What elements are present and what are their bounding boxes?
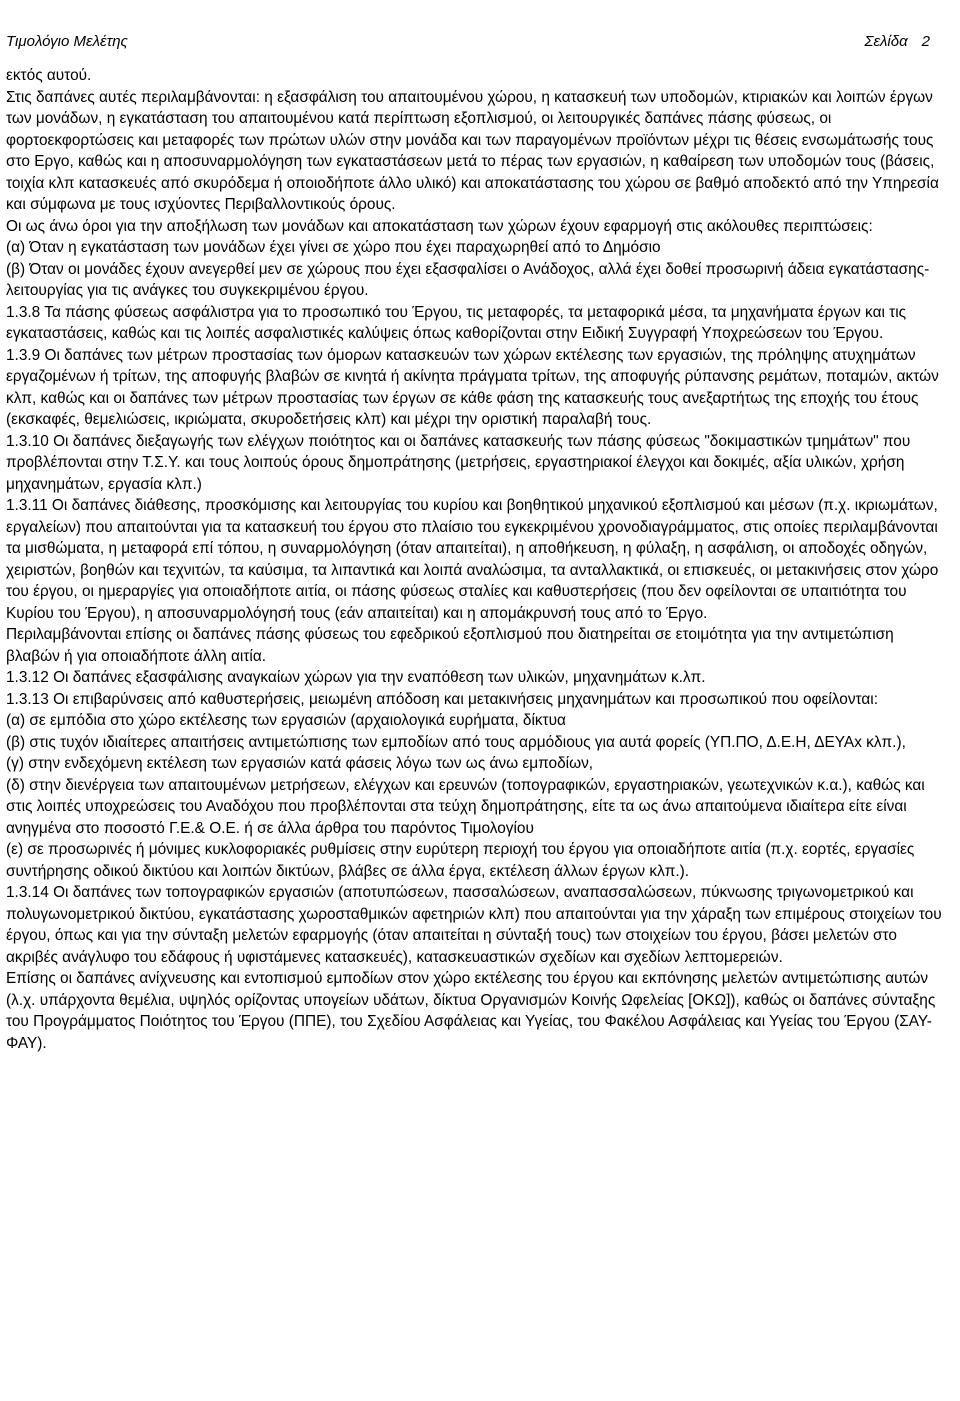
paragraph: (α) Όταν η εγκατάσταση των μονάδων έχει γίνει σε χώρο που έχει παραχωρηθεί από το Δημόσιο <box>6 239 661 256</box>
paragraph: 1.3.9 Οι δαπάνες των μέτρων προστασίας των όμορων κατασκευών των χώρων εκτέλεσης των εργασιών, της πρόληψης ατυχημάτων εργαζομένων ή τρίτων, της αποφυγής βλαβών σε κινητά ή ακίνητα πράγματα τρίτων, της αποφυγής ρύπανσης ρεμάτων, ποταμών, ακτών κλπ, καθώς και οι δαπάνες των μέτρων προστασίας των έργων σε κάθε φάση της κατασκευής τους ανεξαρτήτως της εποχής του έτους (εκσκαφές, θεμελιώσεις, ικριώματα, σκυροδετήσεις κλπ) και μέχρι την οριστική παραλαβή τους. <box>6 346 939 428</box>
paragraph: (ε) σε προσωρινές ή μόνιμες κυκλοφοριακές ρυθμίσεις στην ευρύτερη περιοχή του έργου για οποιαδήποτε αιτία (π.χ. εορτές, εργασίες συντήρησης οδικού δικτύου και λοιπών δικτύων, βλάβες σε άλλα έργα, εκτέλεση άλλων έργων κλπ.). <box>6 841 915 880</box>
page-header <box>6 32 946 52</box>
paragraph: (β) στις τυχόν ιδιαίτερες απαιτήσεις αντιμετώπισης των εμποδίων από τους αρμόδιους για αυτά φορείς (ΥΠ.ΠΟ, Δ.Ε.Η, ΔΕΥΑx κλπ.), <box>6 733 906 751</box>
paragraph: 1.3.8 Τα πάσης φύσεως ασφάλιστρα για το προσωπικό του Έργου, τις μεταφορές, τα μεταφορικά μέσα, τα μηχανήματα έργων και τις εγκαταστάσεις, καθώς και τις λοιπές ασφαλιστικές καλύψεις όπως καθορίζονται στην Ειδική Συγγραφή Υποχρεώσεων του Έργου. <box>6 303 907 342</box>
paragraph: 1.3.11 Οι δαπάνες διάθεσης, προσκόμισης και λειτουργίας του κυρίου και βοηθητικού μηχανικού εξοπλισμού και μέσων (π.χ. ικριωμάτων, εργαλείων) που απαιτούνται για τα κατασκευή του έργου στο πλαίσιο του εγκεκριμένου χρονοδιαγράμματος, στις οποίες περιλαμβάνονται τα μισθώματα, η μεταφορά επί τόπου, η συναρμολόγηση (όταν απαιτείται), η αποθήκευση, η φύλαξη, η ασφάλιση, οι αποδοχές οδηγών, χειριστών, βοηθών και τεχνιτών, τα καύσιμα, τα λιπαντικά και λοιπά αναλώσιμα, τα ανταλλακτικά, οι επισκευές, οι μετακινήσεις στον χώρο του έργου, οι ημεραργίες για οποιαδήποτε αιτία, οι πάσης φύσεως σταλίες και καθυστερήσεις (που δεν οφείλονται σε υπαιτιότητα του Κυρίου του Έργου), η αποσυναρμολόγησή τους (εάν απαιτείται) και η απομάκρυνσή τους από το Έργο. <box>6 497 939 622</box>
page-indicator <box>864 32 930 52</box>
paragraph: 1.3.14 Οι δαπάνες των τοπογραφικών εργασιών (αποτυπώσεων, πασσαλώσεων, αναπασσαλώσεων, πύκνωσης τριγωνομετρικού και πολυγωνομετρικού δικτύου, εγκατάστασης χωροσταθμικών αφετηριών κλπ) που απαιτούνται για την χάραξη των επιμέρους στοιχείων του έργου, όπως και για την σύνταξη μελετών εφαρμογής (όταν απαιτείται η σύνταξή τους) των στοιχείων του έργου, βάσει μελετών στο ακριβές ανάγλυφο του εδάφους ή υφιστάμενες κατασκευές), κατασκευαστικών σχεδίων και σχεδίων λεπτομερειών. <box>6 884 942 966</box>
paragraph: (α) σε εμπόδια στο χώρο εκτέλεσης των εργασιών (αρχαιολογικά ευρήματα, δίκτυα <box>6 712 566 729</box>
paragraph: Περιλαμβάνονται επίσης οι δαπάνες πάσης φύσεως του εφεδρικού εξοπλισμού που διατηρείται σε ετοιμότητα για την αντιμετώπιση βλαβών ή για οποιαδήποτε άλλη αιτία. <box>6 626 894 665</box>
paragraph: 1.3.13 Οι επιβαρύνσεις από καθυστερήσεις, μειωμένη απόδοση και μετακινήσεις μηχανημάτων και προσωπικού που οφείλονται: <box>6 690 878 708</box>
paragraph: (δ) στην διενέργεια των απαιτουμένων μετρήσεων, ελέγχων και ερευνών (τοπογραφικών, εργαστηριακών, γεωτεχνικών κ.α.), καθώς και στις λοιπές υποχρεώσεις του Αναδόχου που προβλέπονται στα τεύχη δημοπράτησης, είτε τα ως άνω απαιτούμενα ιδιαίτερα είτε είναι ανηγμένα στο ποσοστό Γ.Ε.& Ο.Ε. ή σε άλλα άρθρα του παρόντος Τιμολογίου <box>6 776 925 837</box>
page-label: Σελίδα <box>864 33 908 50</box>
paragraph: Στις δαπάνες αυτές περιλαμβάνονται: η εξασφάλιση του απαιτουμένου χώρου, η κατασκευή των υποδομών, κτιριακών και λοιπών έργων των μονάδων, η εγκατάσταση του απαιτουμένου κατά περίπτωση εξοπλισμού, οι λειτουργικές δαπάνες πάσης φύσεως, οι φορτοεκφορτώσεις και μεταφορές των πρώτων υλών στην μονάδα και των παραγομένων προϊόντων μέχρι τις θέσεις ενσωμάτωσής τους στο Εργο, καθώς και η αποσυναρμολόγηση των εγκαταστάσεων μετά το πέρας των εργασιών, η καθαίρεση των υποδομών τους (βάσεις, τοιχία κλπ κατασκευές από σκυρόδεμα ή οποιοδήποτε άλλο υλικό) και αποκατάστασης του χώρου σε βαθμό αποδεκτό από την Υπηρεσία και σύμφωνα με τους ισχύοντες Περιβαλλοντικούς όρους. <box>6 88 939 213</box>
paragraph: Επίσης οι δαπάνες ανίχνευσης και εντοπισμού εμποδίων στον χώρο εκτέλεσης του έργου και εκπόνησης μελετών αντιμετώπισης αυτών (λ.χ. υπάρχοντα θεμέλια, υψηλός ορίζοντας υπογείων υδάτων, δίκτυα Οργανισμών Κοινής Ωφελείας [ΟΚΩ]), καθώς οι δαπάνες σύνταξης του Προγράμματος Ποιότητος του Έργου (ΠΠΕ), του Σχεδίου Ασφάλειας και Υγείας, του Φακέλου Ασφάλειας και Υγείας του Έργου (ΣΑΥ-ΦΑΥ). <box>6 970 936 1052</box>
paragraph: (β) Όταν οι μονάδες έχουν ανεγερθεί μεν σε χώρους που έχει εξασφαλίσει ο Ανάδοχος, αλλά έχει δοθεί προσωρινή άδεια εγκατάστασης-λειτουργίας για τις ανάγκες του συγκεκριμένου έργου. <box>6 260 930 299</box>
page-number: 2 <box>921 33 930 50</box>
document-title: Τιμολόγιο Μελέτης <box>6 33 128 50</box>
document-body <box>6 65 946 1054</box>
paragraph: (γ) στην ενδεχόμενη εκτέλεση των εργασιών κατά φάσεις λόγω των ως άνω εμποδίων, <box>6 755 594 772</box>
paragraph: Οι ως άνω όροι για την αποξήλωση των μονάδων και αποκατάσταση των χώρων έχουν εφαρμογή στις ακόλουθες περιπτώσεις: <box>6 217 873 235</box>
paragraph: εκτός αυτού. <box>6 67 92 84</box>
paragraph: 1.3.10 Οι δαπάνες διεξαγωγής των ελέγχων ποιότητος και οι δαπάνες κατασκευής των πάσης φύσεως "δοκιμαστικών τμημάτων" που προβλέπονται στην Τ.Σ.Υ. και τους λοιπούς όρους δημοπράτησης (μετρήσεις, εργαστηριακοί έλεγχοι και δοκιμές, αξία υλικών, χρήση μηχανημάτων, εργασία κλπ.) <box>6 432 911 493</box>
paragraph: 1.3.12 Οι δαπάνες εξασφάλισης αναγκαίων χώρων για την εναπόθεση των υλικών, μηχανημάτων κ.λπ. <box>6 669 706 686</box>
